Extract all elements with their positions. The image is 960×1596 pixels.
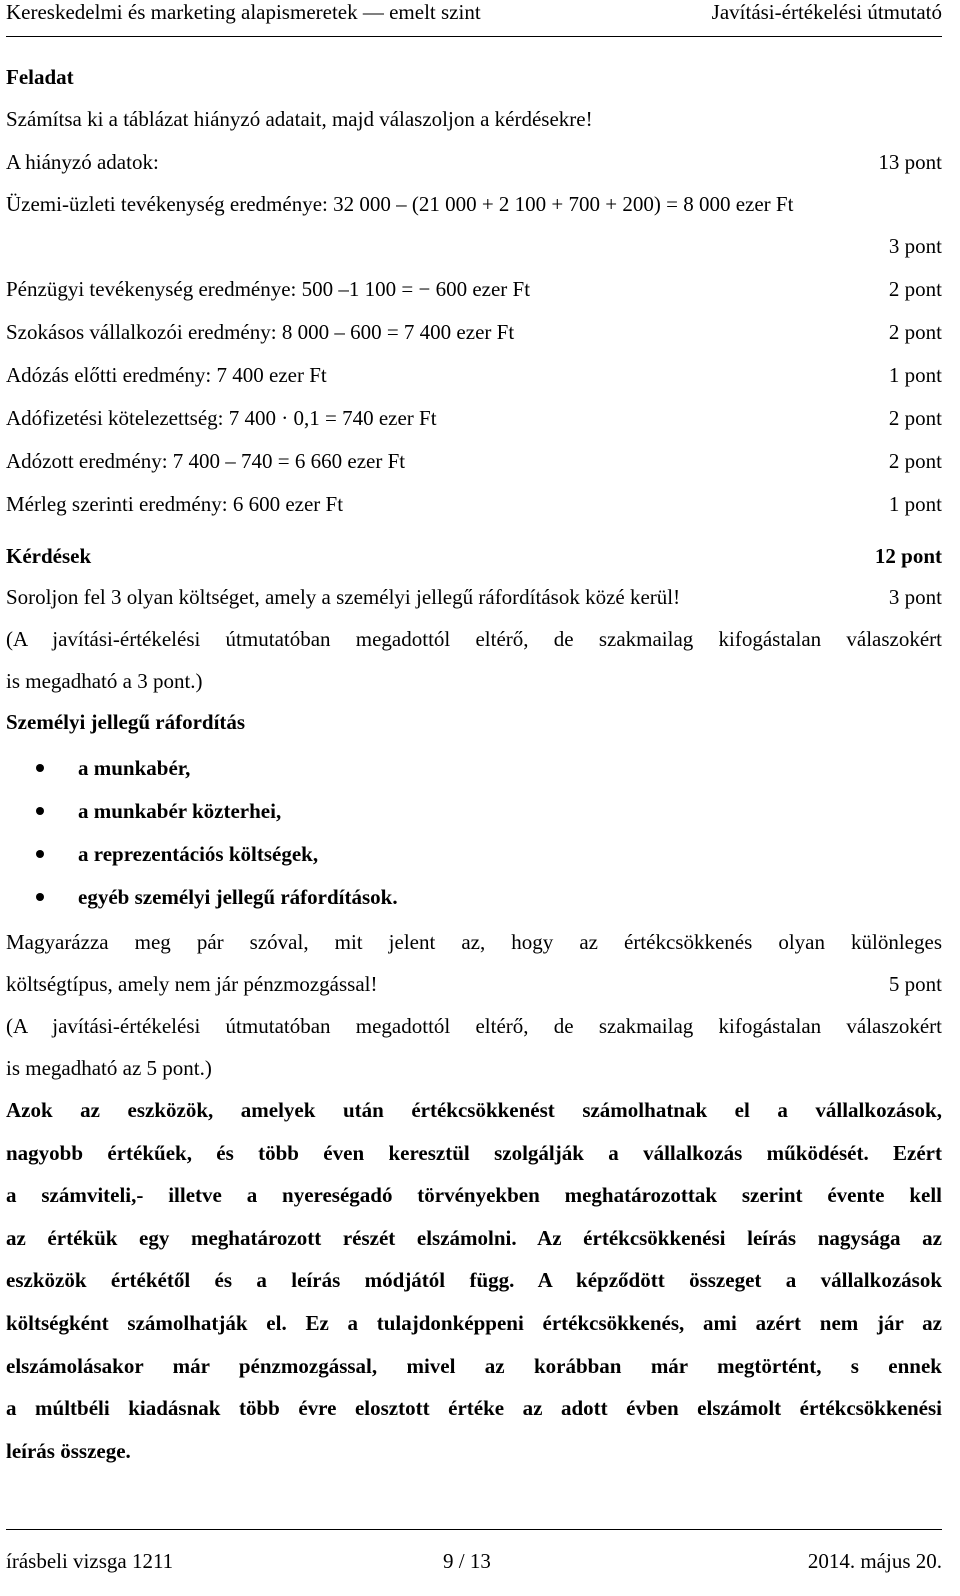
note-2-line-1: (A javítási-értékelési útmutatóban megadottól eltérő, de szakmailag kifogástalan válaszokért xyxy=(6,1014,942,1038)
bullet-icon xyxy=(36,850,44,858)
section-title: Feladat xyxy=(6,65,74,89)
answer-line: a múltbéli kiadásnak több évre elosztott értéke az adott évben elszámolt értékcsökkenési xyxy=(6,1396,942,1421)
answer-line: a számviteli,- illetve a nyereségadó törvényekben meghatározottak szerint évente kell xyxy=(6,1183,942,1208)
answer-line: eszközök értékétől és a leírás módjától függ. A képződött összeget a vállalkozások xyxy=(6,1268,942,1293)
question-2-line-2: költségtípus, amely nem jár pénzmozgással! 5 pont xyxy=(6,972,942,996)
missing-item: Adózott eredmény: 7 400 – 740 = 6 660 ezer Ft 2 pont xyxy=(6,449,942,473)
bullet-item: a munkabér, xyxy=(78,756,191,780)
note-1-line-1: (A javítási-értékelési útmutatóban megadottól eltérő, de szakmailag kifogástalan válaszokért xyxy=(6,627,942,651)
page-footer xyxy=(6,1546,942,1576)
header-right: Javítási-értékelési útmutató xyxy=(711,0,942,24)
answer-line: elszámolásakor már pénzmozgással, mivel az korábban már megtörtént, s ennek xyxy=(6,1353,942,1378)
note-1-line-2: is megadható a 3 pont.) xyxy=(6,669,203,693)
instruction: Számítsa ki a táblázat hiányzó adatait, majd válaszoljon a kérdésekre! xyxy=(6,107,593,131)
page-number: 9 / 13 xyxy=(443,1549,491,1573)
header-rule xyxy=(6,36,942,37)
missing-item: Mérleg szerinti eredmény: 6 600 ezer Ft 1 pont xyxy=(6,492,942,516)
answer-line: költségként számolhatják el. Ez a tulajdonképpeni értékcsökkenés, ami azért nem jár az xyxy=(6,1310,942,1335)
footer-left: írásbeli vizsga 1211 xyxy=(6,1549,174,1573)
missing-data-points: 13 pont xyxy=(878,150,942,174)
bullet-icon xyxy=(36,764,44,772)
personal-costs-title: Személyi jellegű ráfordítás xyxy=(6,710,246,734)
missing-item: Adófizetési kötelezettség: 7 400 · 0,1 = 740 ezer Ft 2 pont xyxy=(6,406,942,430)
question-2-line-1: Magyarázza meg pár szóval, mit jelent az, hogy az értékcsökkenés olyan különleges xyxy=(6,930,942,954)
footer-date: 2014. május 20. xyxy=(807,1549,942,1573)
missing-data-heading xyxy=(6,147,942,177)
note-2-line-2: is megadható az 5 pont.) xyxy=(6,1056,212,1080)
missing-data-label: A hiányzó adatok: xyxy=(6,150,159,174)
page-header xyxy=(6,0,942,34)
answer-line: leírás összege. xyxy=(6,1438,131,1463)
answer-paragraph xyxy=(6,1089,942,1472)
bullet-icon xyxy=(36,807,44,815)
bullet-item: a reprezentációs költségek, xyxy=(78,842,319,866)
missing-item: Adózás előtti eredmény: 7 400 ezer Ft 1 pont xyxy=(6,363,942,387)
question-1: Soroljon fel 3 olyan költséget, amely a személyi jellegű ráfordítások közé kerül! 3 pont xyxy=(6,585,942,609)
missing-line-1-points: 3 pont xyxy=(888,234,942,258)
answer-line: Azok az eszközök, amelyek után értékcsökkenést számolhatnak el a vállalkozások, xyxy=(6,1098,942,1122)
questions-heading xyxy=(6,541,942,571)
bullet-item: egyéb személyi jellegű ráfordítások. xyxy=(78,885,398,909)
missing-item: Szokásos vállalkozói eredmény: 8 000 – 600 = 7 400 ezer Ft 2 pont xyxy=(6,320,942,344)
header-left: Kereskedelmi és marketing alapismeretek — emelt szint xyxy=(6,0,481,24)
missing-line-1: Üzemi-üzleti tevékenység eredménye: 32 000 – (21 000 + 2 100 + 700 + 200) = 8 000 ezer Ft xyxy=(6,192,794,216)
footer-rule xyxy=(6,1529,942,1530)
answer-line: nagyobb értékűek, és több éven keresztül szolgálják a vállalkozás működését. Ezért xyxy=(6,1140,942,1165)
questions-points: 12 pont xyxy=(874,544,942,568)
bullet-icon xyxy=(36,893,44,901)
answer-line: az értékük egy meghatározott részét elszámolni. Az értékcsökkenési leírás nagysága az xyxy=(6,1225,942,1250)
questions-label: Kérdések xyxy=(6,544,92,568)
missing-item: Pénzügyi tevékenység eredménye: 500 –1 100 = − 600 ezer Ft 2 pont xyxy=(6,277,942,301)
bullet-item: a munkabér közterhei, xyxy=(78,799,282,823)
